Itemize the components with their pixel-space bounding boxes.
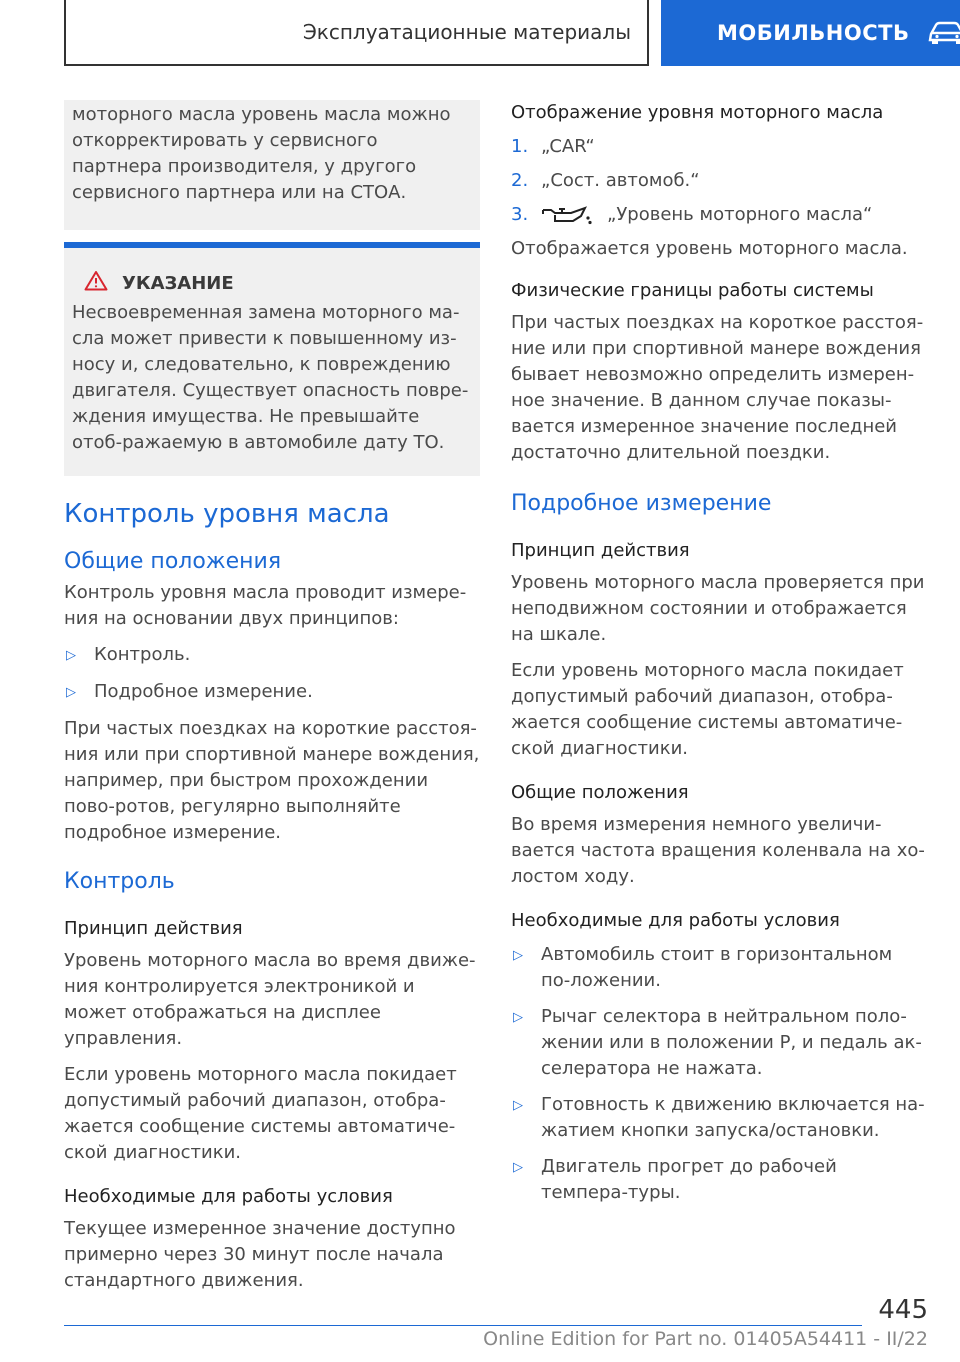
general-heading: Общие положения xyxy=(511,782,689,803)
car-icon xyxy=(927,20,960,46)
triangle-bullet-icon: ▷ xyxy=(66,648,76,663)
detailed-heading: Подробное измерение xyxy=(511,491,772,516)
warning-heading xyxy=(72,270,470,296)
section-tab xyxy=(64,0,649,66)
list-item xyxy=(511,1004,927,1082)
step-number: 3. xyxy=(511,204,529,225)
continued-note-box xyxy=(64,100,480,230)
footer-divider xyxy=(64,1325,862,1326)
list-item-text: Рычаг селектора в нейтральном поло-жении или в положении P, и педаль ак-селератора не нажата. xyxy=(541,1006,922,1079)
conditions-heading: Необходимые для работы условия xyxy=(64,1186,393,1207)
step-text: „Сост. автомоб.“ xyxy=(541,170,700,191)
principle-text: Уровень моторного масла проверяется при неподвижном состоянии и отображается на шкале. xyxy=(511,572,925,645)
step-number: 2. xyxy=(511,170,529,191)
continued-note-text: моторного масла уровень масла можно откорректировать у сервисного партнера производителя, у другого сервисного партнера или на СТОА. xyxy=(72,104,451,203)
limits-heading: Физические границы работы системы xyxy=(511,280,874,301)
general-text: Во время измерения немного увеличи-вается частота вращения коленвала на хо-лостом ходу. xyxy=(511,814,925,887)
step-item xyxy=(511,134,927,160)
shown-text: Отображается уровень моторного масла. xyxy=(511,238,908,259)
oil-can-icon xyxy=(541,202,593,228)
conditions-heading: Необходимые для работы условия xyxy=(511,910,840,931)
triangle-bullet-icon: ▷ xyxy=(513,1010,523,1025)
section-title: Эксплуатационные материалы xyxy=(302,20,631,44)
list-item xyxy=(64,679,480,706)
display-heading: Отображение уровня моторного масла xyxy=(511,102,884,123)
control-heading: Контроль xyxy=(64,869,175,894)
triangle-bullet-icon: ▷ xyxy=(66,685,76,700)
page-number: 445 xyxy=(878,1295,928,1325)
out-of-range-text: Если уровень моторного масла покидает допустимый рабочий диапазон, отобра-жается сообщение системы автоматиче-ской диагностики. xyxy=(64,1064,457,1163)
warning-text: Несвоевременная замена моторного ма-сла может привести к повышенному из-носу и, следовательно, к повреждению двигателя. Существует опасность повре-ждения имущества. Не превышайте отоб-ражаемую в автомобиле дату ТО. xyxy=(72,302,469,453)
step-text: „Уровень моторного масла“ xyxy=(607,204,873,225)
list-item xyxy=(511,1154,927,1206)
list-item xyxy=(511,1092,927,1144)
list-item-text: Готовность к движению включается на-жатием кнопки запуска/остановки. xyxy=(541,1094,925,1141)
step-item xyxy=(511,202,927,228)
general-heading: Общие положения xyxy=(64,549,282,574)
triangle-bullet-icon: ▷ xyxy=(513,1098,523,1113)
triangle-bullet-icon: ▷ xyxy=(513,1160,523,1175)
list-item-text: Двигатель прогрет до рабочей темпера-туры. xyxy=(541,1156,837,1203)
out-of-range-text: Если уровень моторного масла покидает допустимый рабочий диапазон, отобра-жается сообщение системы автоматиче-ской диагностики. xyxy=(511,660,904,759)
list-item xyxy=(64,642,480,669)
list-item xyxy=(511,942,927,994)
chapter-tab xyxy=(661,0,960,66)
right-column xyxy=(511,100,927,1206)
limits-text: При частых поездках на короткое расстоя-ние или при спортивной манере вождения бывает невозможно определить измерен-ное значение. В данном случае показы-вается измеренное значение последней достаточно длительной поездки. xyxy=(511,312,924,463)
triangle-bullet-icon: ▷ xyxy=(513,948,523,963)
list-item-text: Контроль. xyxy=(94,644,191,665)
principle-heading: Принцип действия xyxy=(64,918,243,939)
chapter-title: МОБИЛЬНОСТЬ xyxy=(717,21,910,45)
left-column xyxy=(64,100,480,1294)
warning-title: УКАЗАНИЕ xyxy=(122,272,234,294)
frequent-trips-text: При частых поездках на короткие расстоя-ния или при спортивной манере вождения, например, при быстром прохождении пово-ротов, регулярно выполняйте подробное измерение. xyxy=(64,718,480,843)
warning-triangle-icon xyxy=(84,270,108,296)
principle-text: Уровень моторного масла во время движе-ния контролируется электроникой и может отображаться на дисплее управления. xyxy=(64,950,476,1049)
step-item xyxy=(511,168,927,194)
general-text: Контроль уровня масла проводит измере-ния на основании двух принципов: xyxy=(64,582,467,629)
conditions-text: Текущее измеренное значение доступно примерно через 30 минут после начала стандартного движения. xyxy=(64,1218,456,1291)
edition-text: Online Edition for Part no. 01405A54411 - II/22 xyxy=(483,1328,928,1350)
principle-heading: Принцип действия xyxy=(511,540,690,561)
warning-box xyxy=(64,242,480,476)
list-item-text: Подробное измерение. xyxy=(94,681,313,702)
section-heading: Контроль уровня масла xyxy=(64,499,390,529)
step-number: 1. xyxy=(511,136,529,157)
list-item-text: Автомобиль стоит в горизонтальном по-ложении. xyxy=(541,944,893,991)
step-text: „CAR“ xyxy=(541,136,595,157)
